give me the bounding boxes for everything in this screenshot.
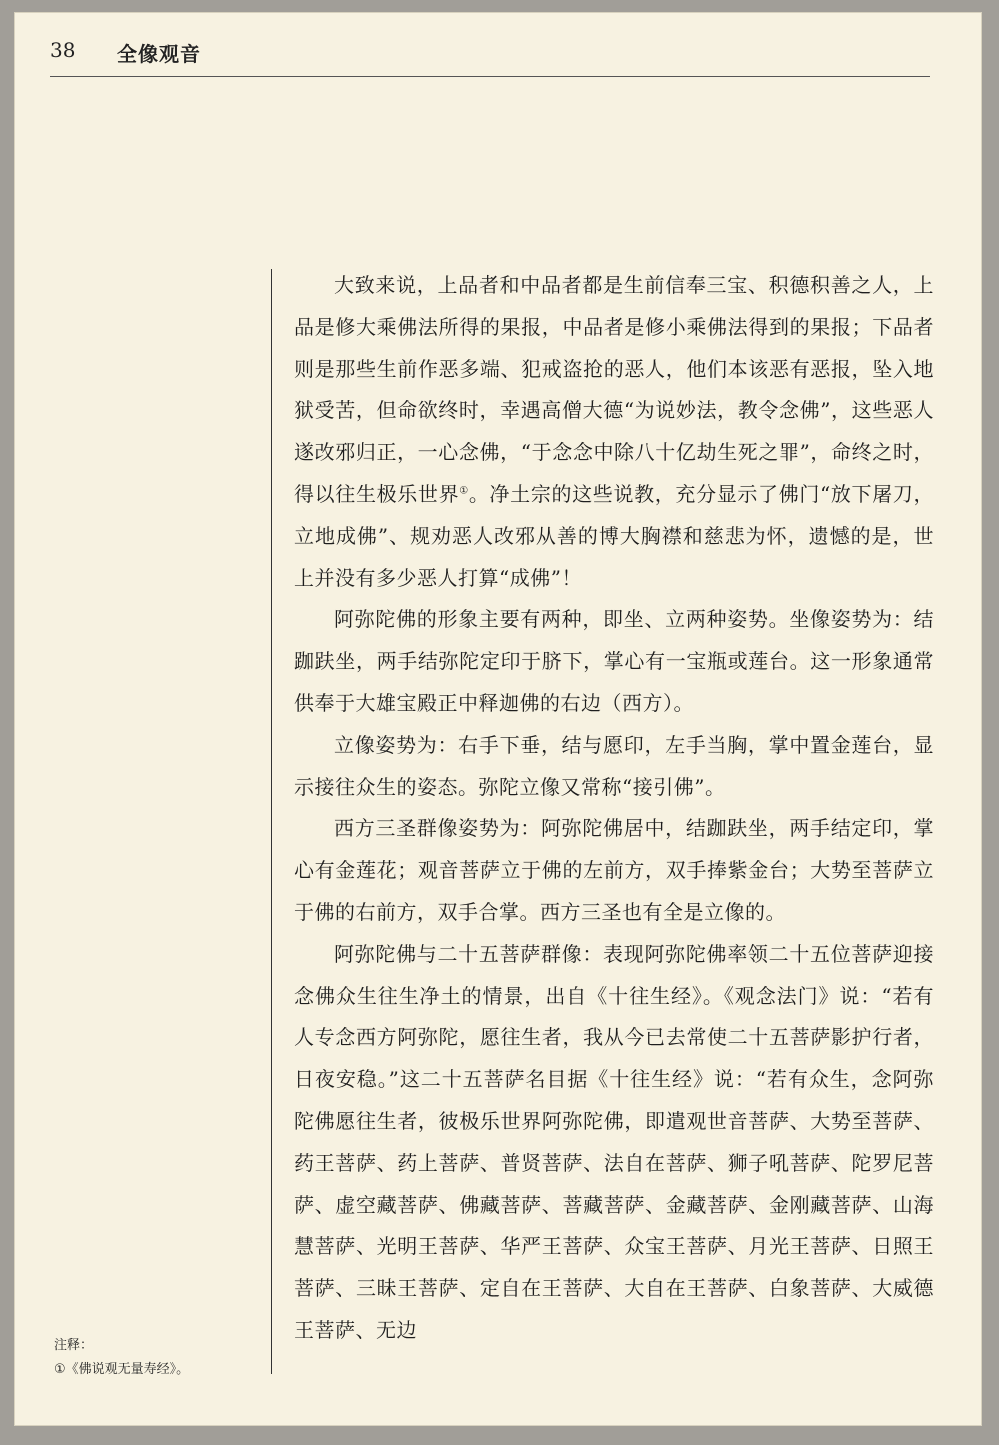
footnote-ref[interactable]: ① [459, 485, 469, 497]
book-title: 全像观音 [117, 42, 201, 66]
footnote-label: 注释： [54, 1338, 94, 1353]
page-number: 38 [50, 38, 76, 62]
book-page [14, 12, 982, 1426]
paragraph-1-tail: 。净土宗的这些说教，充分显示了佛门“放下屠刀，立地成佛”、规劝恶人改邪从善的博大胸襟和慈悲为怀，遗憾的是，世上并没有多少恶人打算“成佛”！ [294, 481, 935, 590]
paragraph-3: 立像姿势为：右手下垂，结与愿印，左手当胸，掌中置金莲台，显示接往众生的姿态。弥陀立像又常称“接引佛”。 [294, 732, 934, 799]
footnotes [54, 1334, 264, 1382]
paragraph-5: 阿弥陀佛与二十五菩萨群像：表现阿弥陀佛率领二十五位菩萨迎接念佛众生往生净土的情景，出自《十往生经》。《观念法门》说：“若有人专念西方阿弥陀，愿往生者，我从今已去常使二十五菩萨影护行者，日夜安稳。”这二十五菩萨名目据《十往生经》说：“若有众生，念阿弥陀佛愿往生者，彼极乐世界阿弥陀佛，即遣观世音菩萨、大势至菩萨、药王菩萨、药上菩萨、普贤菩萨、法自在菩萨、狮子吼菩萨、陀罗尼菩萨、虚空藏菩萨、佛藏菩萨、菩藏菩萨、金藏菩萨、金刚藏菩萨、山海慧菩萨、光明王菩萨、华严王菩萨、众宝王菩萨、月光王菩萨、日照王菩萨、三昧王菩萨、定自在王菩萨、大自在王菩萨、白象菩萨、大威德王菩萨、无边 [294, 941, 934, 1342]
paragraph-1-text: 大致来说，上品者和中品者都是生前信奉三宝、积德积善之人，上品是修大乘佛法所得的果报，中品者是修小乘佛法得到的果报；下品者则是那些生前作恶多端、犯戒盗抢的恶人，他们本该恶有恶报，坠入地狱受苦，但命欲终时，幸遇高僧大德“为说妙法，教令念佛”，这些恶人遂改邪归正，一心念佛，“于念念中除八十亿劫生死之罪”，命终之时，得以往生极乐世界 [294, 273, 934, 506]
header-rule [50, 76, 930, 77]
paragraph-4: 西方三圣群像姿势为：阿弥陀佛居中，结跏趺坐，两手结定印，掌心有金莲花；观音菩萨立于佛的左前方，双手捧紫金台；大势至菩萨立于佛的右前方，双手合掌。西方三圣也有全是立像的。 [294, 816, 934, 924]
paragraph-2: 阿弥陀佛的形象主要有两种，即坐、立两种姿势。坐像姿势为：结跏趺坐，两手结弥陀定印于脐下，掌心有一宝瓶或莲台。这一形象通常供奉于大雄宝殿正中释迦佛的右边（西方）。 [294, 607, 934, 715]
margin-rule [271, 269, 272, 1374]
footnote-item: ①《佛说观无量寿经》。 [54, 1362, 190, 1377]
running-header [50, 38, 930, 68]
paragraph-1 [294, 265, 934, 599]
body-text [294, 265, 934, 1352]
